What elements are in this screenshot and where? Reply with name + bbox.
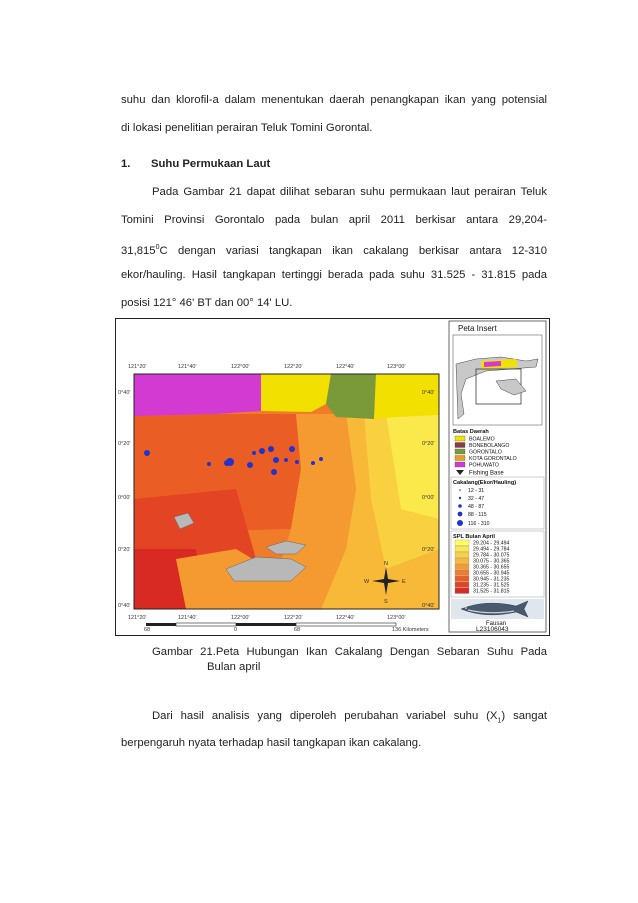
paragraph-line: Tomini Provinsi Gorontalo pada bulan april 2011 berkisar antara 29,204- xyxy=(121,214,547,226)
inset-title: Peta Insert xyxy=(458,324,497,333)
tick-label: 121°20' xyxy=(128,615,147,621)
catch-point xyxy=(295,460,299,464)
catch-point xyxy=(273,457,279,463)
tick-label: 122°00' xyxy=(231,615,250,621)
main-map xyxy=(134,374,439,609)
legend-label: BONEBOLANGO xyxy=(469,443,510,449)
inset-map xyxy=(453,335,542,425)
legend-label: POHUWATO xyxy=(469,462,499,469)
land-bonebolango xyxy=(374,374,439,419)
legend-label: 29.494 - 29.784 xyxy=(473,546,510,553)
paragraph-line: di lokasi penelitian perairan Teluk Tomini Gorontal. xyxy=(121,122,373,134)
legend-label: 48 - 87 xyxy=(468,504,485,510)
tick-label: 0°40' xyxy=(118,390,131,396)
scale-label: 136 Kilometers xyxy=(392,627,429,633)
catch-title: Cakalang(Ekor/Hauling) xyxy=(453,480,517,486)
land-pohuwato xyxy=(134,374,261,416)
catch-point xyxy=(247,462,253,468)
text-run: ) sangat xyxy=(501,710,547,722)
scale-bar xyxy=(144,623,429,633)
map-svg xyxy=(116,319,548,634)
figure-caption xyxy=(152,645,547,659)
legend-label: 30.655 - 30.945 xyxy=(473,570,510,577)
legend-label: 12 - 31 xyxy=(468,488,485,494)
top-ticks xyxy=(128,364,406,370)
paragraph-line: berpengaruh nyata terhadap hasil tangkapan ikan cakalang. xyxy=(121,737,422,749)
catch-point xyxy=(311,461,315,465)
legend-label: 31.525 - 31.815 xyxy=(473,588,510,595)
tick-label: 122°20' xyxy=(284,615,303,621)
text-run: Dari hasil analisis yang diperoleh perubahan variabel suhu (X xyxy=(152,710,498,722)
tick-label: 0°00' xyxy=(118,495,131,501)
paragraph-line xyxy=(152,709,547,728)
catch-point xyxy=(144,450,150,456)
tick-label: 0°40' xyxy=(422,390,435,396)
compass-e: E xyxy=(402,579,406,585)
tick-label: 0°40' xyxy=(422,603,435,609)
section-heading xyxy=(121,158,270,170)
tick-label: 122°20' xyxy=(284,364,303,370)
compass-w: W xyxy=(364,579,370,585)
tick-label: 122°40' xyxy=(336,364,355,370)
scale-label: 0 xyxy=(234,627,238,633)
tick-label: 123°00' xyxy=(387,615,406,621)
paragraph-line: suhu dan klorofil-a dalam menentukan daerah penangkapan ikan yang potensial xyxy=(121,94,547,106)
legend-label: Fishing Base xyxy=(469,470,504,477)
legend-label: GORONTALO xyxy=(469,449,502,456)
catch-point xyxy=(259,448,265,454)
tick-label: 0°00' xyxy=(422,495,435,501)
legend-label: 32 - 47 xyxy=(468,496,485,502)
subscript: 1 xyxy=(497,717,502,725)
scale-label: 68 xyxy=(144,627,151,633)
tick-label: 121°40' xyxy=(178,364,197,370)
legend-label: 88 - 115 xyxy=(468,512,487,518)
caption-text: Peta Hubungan Ikan Cakalang Dengan Sebaran Suhu Pada xyxy=(215,646,547,658)
land-boalemo xyxy=(261,374,331,412)
catch-point xyxy=(207,462,211,466)
catch-point xyxy=(284,458,288,462)
section-title: Suhu Permukaan Laut xyxy=(151,158,271,170)
legend-label: BOALEMO xyxy=(469,436,495,443)
bottom-ticks xyxy=(128,615,406,621)
catch-point xyxy=(289,446,295,452)
land-gorontalo xyxy=(326,374,376,419)
legend-label: 29.204 - 29.494 xyxy=(473,540,510,547)
author-name: Fausan xyxy=(486,621,507,627)
catch-point xyxy=(319,457,323,461)
tick-label: 121°40' xyxy=(178,615,197,621)
inset-admin xyxy=(484,361,501,367)
compass-s: S xyxy=(384,599,388,605)
tick-label: 0°20' xyxy=(118,547,131,553)
legend-panel xyxy=(449,321,546,633)
tick-label: 0°20' xyxy=(422,441,435,447)
author-id: L23106043 xyxy=(476,626,509,633)
legend-label: 30.075 - 30.365 xyxy=(473,558,510,565)
tick-label: 0°40' xyxy=(118,603,131,609)
caption-line: Bulan april xyxy=(207,661,261,673)
catch-point xyxy=(252,451,256,455)
tick-label: 122°40' xyxy=(336,615,355,621)
admin-title: Batas Daerah xyxy=(453,429,489,435)
tick-label: 123°00' xyxy=(387,364,406,370)
paragraph-line: posisi 121° 46' BT dan 00° 14' LU. xyxy=(121,297,293,309)
legend-label: 30.945 - 31.235 xyxy=(473,576,510,583)
compass-n: N xyxy=(384,561,388,567)
superscript: 0 xyxy=(155,244,160,251)
paragraph-line: ekor/hauling. Hasil tangkapan tertinggi berada pada suhu 31.525 - 31.815 pada xyxy=(121,269,547,281)
tick-label: 0°20' xyxy=(422,547,435,553)
text-run: 31,815 xyxy=(121,244,156,257)
tick-label: 122°00' xyxy=(231,364,250,370)
left-ticks xyxy=(118,390,130,609)
sst-legend xyxy=(455,540,509,595)
tick-label: 121°20' xyxy=(128,364,147,370)
paragraph-line: Pada Gambar 21 dapat dilihat sebaran suhu permukaan laut perairan Teluk xyxy=(152,186,547,198)
legend-label: 29.784 - 30.075 xyxy=(473,552,510,559)
tick-label: 0°20' xyxy=(118,441,131,447)
catch-point xyxy=(268,446,274,452)
caption-label: Gambar 21. xyxy=(152,646,216,658)
legend-label: KOTA GORONTALO xyxy=(469,456,517,462)
tuna-fish-image xyxy=(451,599,544,619)
section-number: 1. xyxy=(121,158,131,170)
paragraph-line xyxy=(121,241,547,258)
catch-point xyxy=(226,458,234,466)
sst-title: SPL Bulan April xyxy=(453,534,495,540)
text-run: C dengan variasi tangkapan ikan cakalang berkisar antara 12-310 xyxy=(159,244,547,257)
legend-label: 116 - 310 xyxy=(468,521,490,527)
scale-label: 68 xyxy=(294,627,301,633)
legend-label: 30.365 - 30.655 xyxy=(473,564,510,571)
catch-point xyxy=(271,469,277,475)
legend-label: 31.235 - 31.525 xyxy=(473,582,510,589)
figure-map xyxy=(115,318,550,636)
